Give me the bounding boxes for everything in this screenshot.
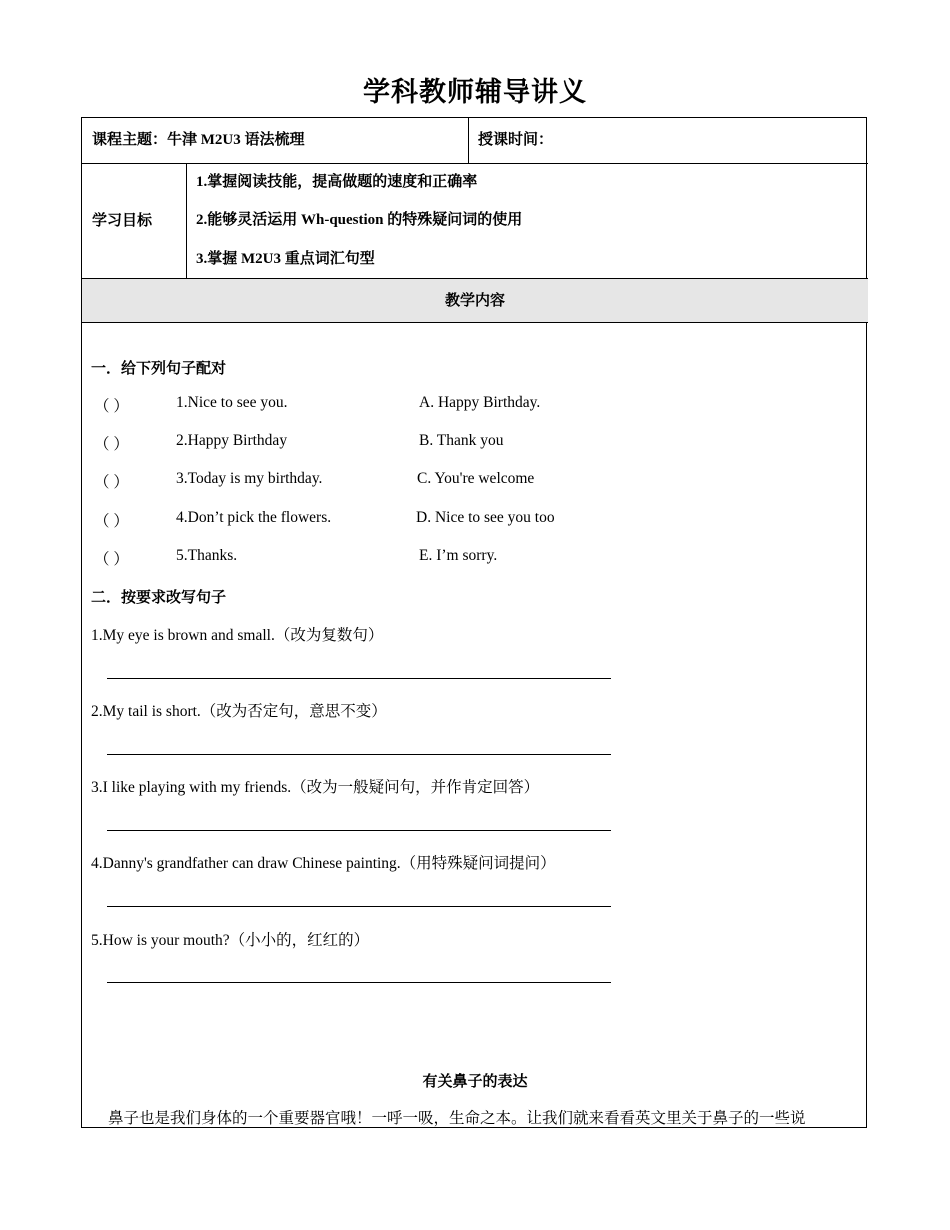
divider	[82, 322, 868, 323]
match-left: 3.Today is my birthday.	[176, 470, 323, 487]
rewrite-question: 3.I like playing with my friends.（改为一般疑问句，并作肯定回答）	[91, 779, 540, 796]
answer-line	[107, 830, 611, 831]
answer-line	[107, 678, 611, 679]
match-left: 1.Nice to see you.	[176, 394, 288, 411]
match-bracket: （ ）	[94, 474, 129, 491]
rewrite-question: 2.My tail is short.（改为否定句，意思不变）	[91, 703, 387, 720]
match-bracket: （ ）	[94, 436, 129, 453]
match-right: E. I’m sorry.	[419, 547, 498, 564]
nose-paragraph: 鼻子也是我们身体的一个重要器官哦！一呼一吸，生命之本。让我们就来看看英文里关于鼻子的一些说	[108, 1110, 806, 1127]
match-left: 4.Don’t pick the flowers.	[176, 509, 332, 526]
divider	[468, 118, 469, 163]
divider	[186, 163, 187, 278]
match-right: D. Nice to see you too	[416, 509, 555, 526]
match-right: A. Happy Birthday.	[419, 394, 541, 411]
match-left: 2.Happy Birthday	[176, 432, 288, 449]
course-topic: 课程主题：牛津 M2U3 语法梳理	[92, 132, 305, 148]
match-bracket: （ ）	[94, 551, 129, 568]
answer-line	[107, 906, 611, 907]
answer-line	[107, 754, 611, 755]
match-bracket: （ ）	[94, 398, 129, 415]
content-label: 教学内容	[444, 293, 505, 309]
section2-heading: 二．按要求改写句子	[91, 590, 227, 606]
match-left: 5.Thanks.	[176, 547, 238, 564]
answer-line	[107, 982, 611, 983]
match-bracket: （ ）	[94, 513, 129, 530]
match-right: C. You're welcome	[417, 470, 535, 487]
goals-label: 学习目标	[92, 213, 153, 229]
goal-item: 1.掌握阅读技能，提高做题的速度和正确率	[196, 174, 478, 190]
goal-item: 3.掌握 M2U3 重点词汇句型	[196, 251, 375, 267]
goal-item: 2.能够灵活运用 Wh-question 的特殊疑问词的使用	[196, 212, 523, 228]
section1-heading: 一．给下列句子配对	[91, 361, 227, 377]
page-title: 学科教师辅导讲义	[363, 77, 587, 108]
divider	[82, 163, 868, 164]
rewrite-question: 4.Danny's grandfather can draw Chinese painting.（用特殊疑问词提问）	[91, 855, 556, 872]
match-right: B. Thank you	[419, 432, 504, 449]
rewrite-question: 5.How is your mouth?（小小的，红红的）	[91, 932, 370, 949]
rewrite-question: 1.My eye is brown and small.（改为复数句）	[91, 627, 384, 644]
lesson-table	[81, 117, 867, 1128]
class-time: 授课时间：	[478, 132, 554, 148]
nose-title: 有关鼻子的表达	[422, 1074, 528, 1090]
